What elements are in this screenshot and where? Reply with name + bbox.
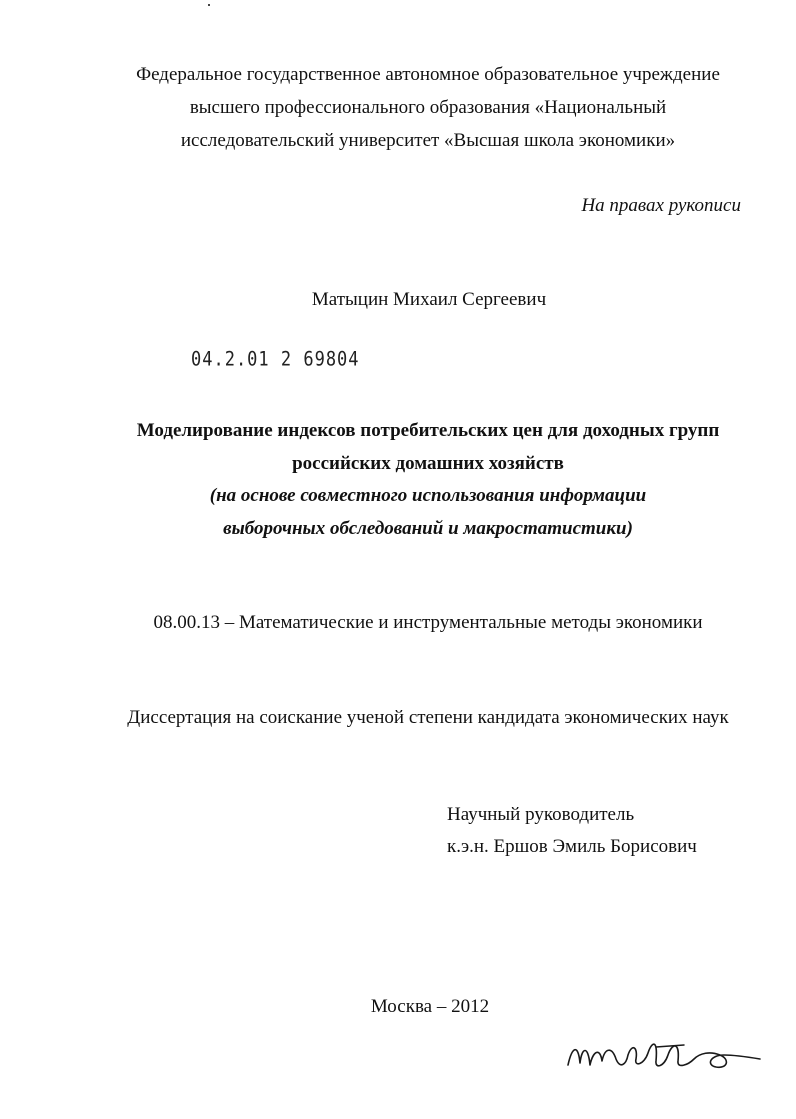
supervisor-label: Научный руководитель	[447, 804, 635, 825]
scan-dot	[208, 4, 210, 6]
specialty-code: 08.00.13 – Математические и инструментальные методы экономики	[153, 612, 703, 633]
manuscript-note: На правах рукописи	[581, 195, 741, 216]
institution-line-1: Федеральное государственное автономное образовательное учреждение	[136, 64, 720, 85]
title-line-1: Моделирование индексов потребительских цен для доходных групп	[136, 420, 720, 441]
registration-stamp: 04.2.01 2 69804	[191, 348, 360, 371]
handwritten-signature	[560, 1025, 770, 1085]
title-subtitle-line-1: (на основе совместного использования информации	[209, 485, 647, 506]
institution-line-2: высшего профессионального образования «Национальный	[189, 97, 667, 118]
title-line-2: российских домашних хозяйств	[292, 453, 564, 474]
author-name: Матыцин Михаил Сергеевич	[311, 289, 547, 310]
degree-statement: Диссертация на соискание ученой степени кандидата экономических наук	[127, 707, 729, 728]
institution-line-3: исследовательский университет «Высшая школа экономики»	[180, 130, 676, 151]
supervisor-name: к.э.н. Ершов Эмиль Борисович	[447, 836, 697, 857]
place-year: Москва – 2012	[370, 996, 490, 1017]
title-subtitle-line-2: выборочных обследований и макростатистики)	[223, 518, 633, 539]
